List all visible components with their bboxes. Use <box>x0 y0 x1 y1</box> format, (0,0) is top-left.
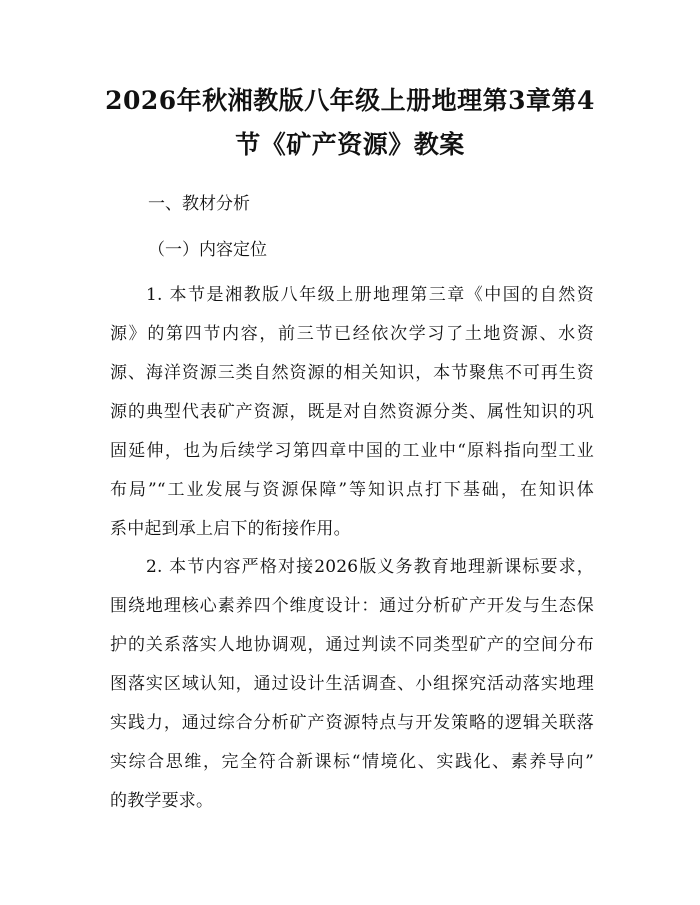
paragraph-2 <box>110 548 594 821</box>
paragraph-line: 1. 本节是湘教版八年级上册地理第三章《中国的自然资 <box>146 285 594 305</box>
paragraph-1 <box>110 276 594 549</box>
paragraph-line: 护的关系落实人地协调观，通过判读不同类型矿产的空间分布 <box>110 635 594 655</box>
section-heading: 一、教材分析 <box>148 194 250 214</box>
paragraph-line: 布局”“工业发展与资源保障”等知识点打下基础，在知识体 <box>110 480 594 500</box>
paragraph-line: 源》的第四节内容，前三节已经依次学习了土地资源、水资 <box>110 324 594 344</box>
paragraph-line: 固延伸，也为后续学习第四章中国的工业中“原料指向型工业 <box>110 441 594 461</box>
paragraph-line: 2. 本节内容严格对接2026版义务教育地理新课标要求， <box>146 557 594 577</box>
paragraph-line: 图落实区域认知，通过设计生活调查、小组探究活动落实地理 <box>110 674 594 694</box>
subsection-heading: （一）内容定位 <box>148 240 267 260</box>
paragraph-line: 实综合思维，完全符合新课标“情境化、实践化、素养导向” <box>110 752 594 772</box>
paragraph-line: 实践力，通过综合分析矿产资源特点与开发策略的逻辑关联落 <box>110 713 594 733</box>
paragraph-line: 系中起到承上启下的衔接作用。 <box>110 519 351 539</box>
document-title-line-2: 节《矿产资源》教案 <box>235 130 465 159</box>
document-title-line-1: 2026年秋湘教版八年级上册地理第3章第4 <box>105 86 595 115</box>
paragraph-line: 围绕地理核心素养四个维度设计：通过分析矿产开发与生态保 <box>110 596 594 616</box>
paragraph-line: 源、海洋资源三类自然资源的相关知识，本节聚焦不可再生资 <box>110 363 594 383</box>
paragraph-line: 源的典型代表矿产资源，既是对自然资源分类、属性知识的巩 <box>110 402 594 422</box>
paragraph-line: 的教学要求。 <box>110 791 214 811</box>
